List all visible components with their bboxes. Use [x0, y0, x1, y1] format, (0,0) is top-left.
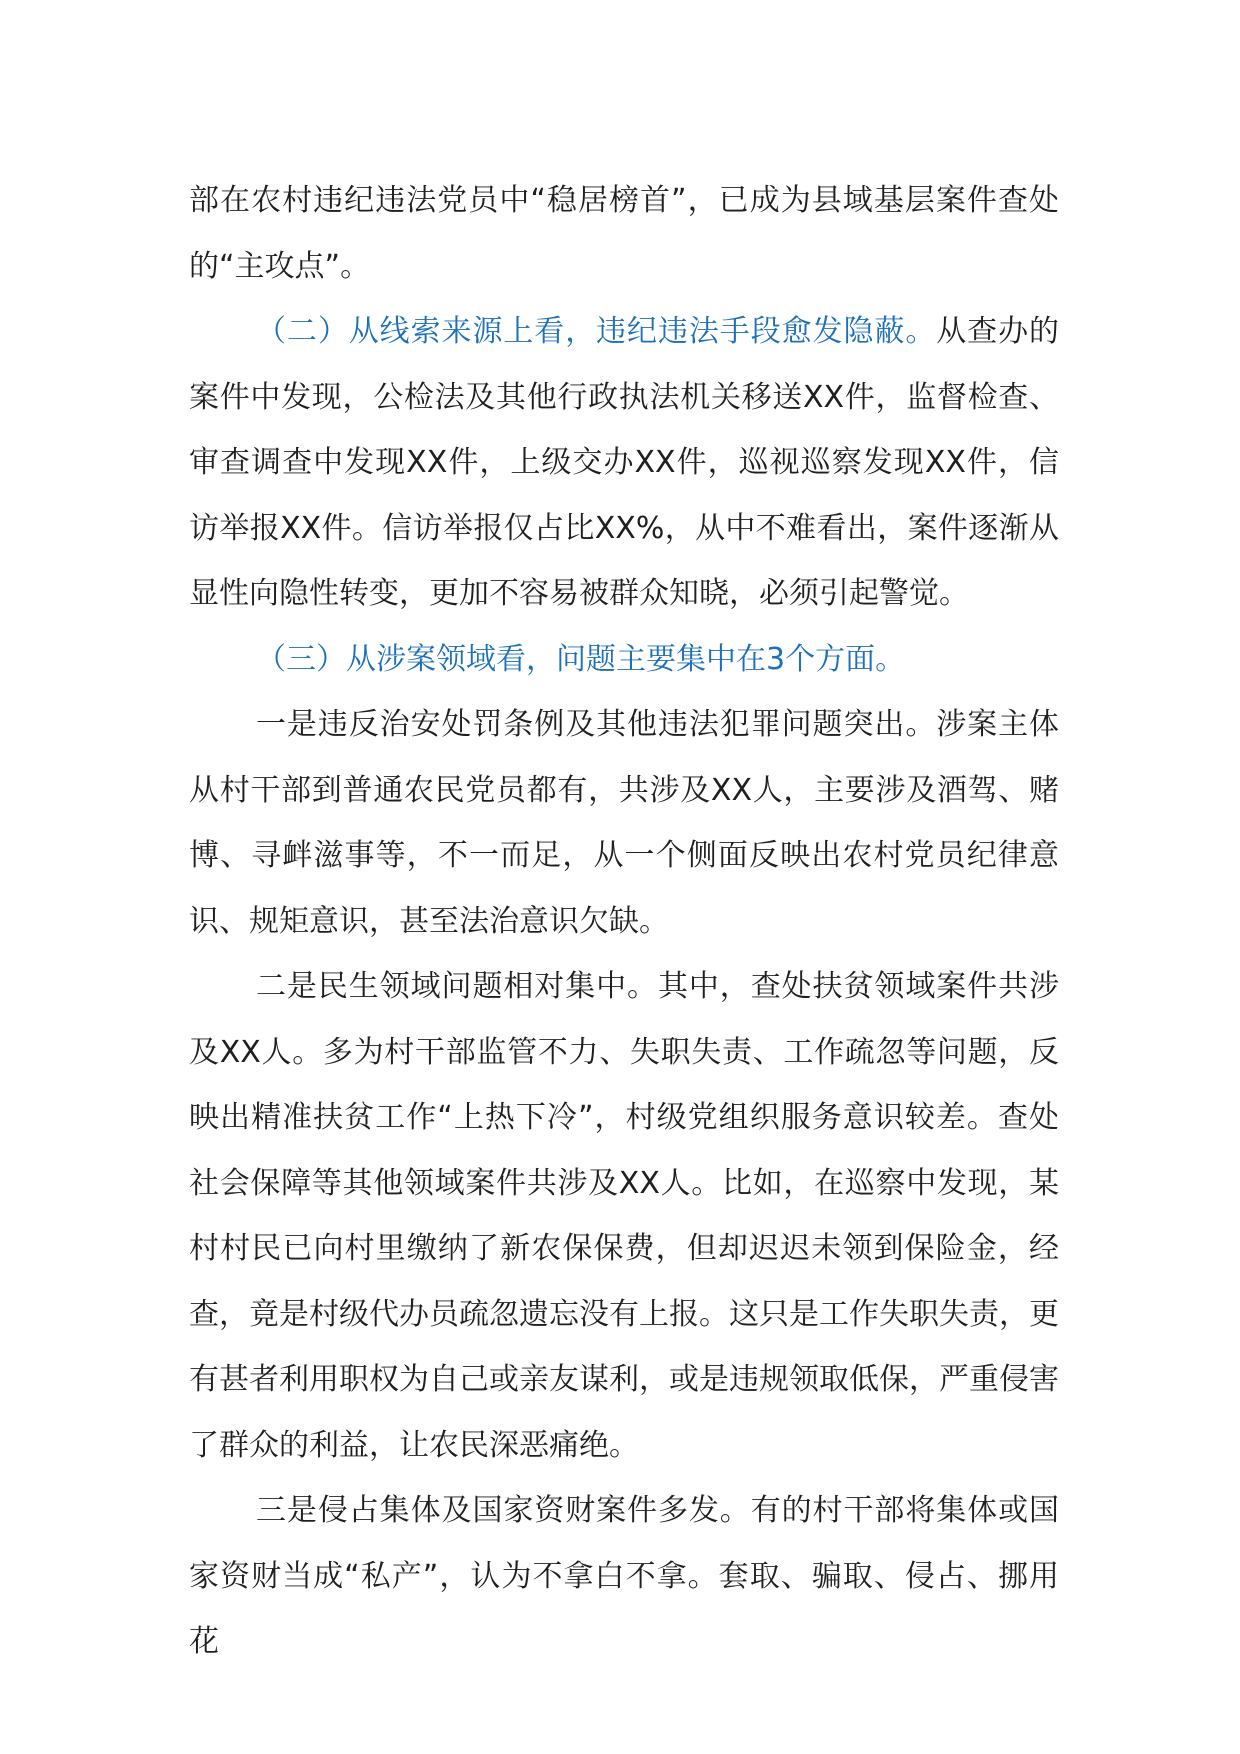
- section-heading-2: （二）从线索来源上看，违纪违法手段愈发隐蔽。: [256, 314, 937, 349]
- paragraph-public-security: 一是违反治安处罚条例及其他违法犯罪问题突出。涉案主体从村干部到普通农民党员都有，共涉及XX人，主要涉及酒驾、赌博、寻衅滋事等，不一而足，从一个侧面反映出农村党员纪律意识、规矩意识，甚至法治意识欠缺。: [189, 707, 1059, 939]
- section-heading-3: （三）从涉案领域看，问题主要集中在3个方面。: [256, 641, 906, 677]
- paragraph-asset-embezzlement: 三是侵占集体及国家资财案件多发。有的村干部将集体或国家资财当成“私产”，认为不拿白不拿。套取、骗取、侵占、挪用花: [189, 1493, 1059, 1659]
- paragraph-continuation: 部在农村违纪违法党员中“稳居榜首”，已成为县域基层案件查处的“主攻点”。: [189, 183, 1059, 284]
- paragraph-clue-source: [189, 299, 1059, 627]
- paragraph-clue-source-body: 从查办的案件中发现，公检法及其他行政执法机关移送XX件，监督检查、审查调查中发现XX件，上级交办XX件，巡视巡察发现XX件，信访举报XX件。信访举报仅占比XX%，从中不难看出，案件逐渐从显性向隐性转变，更加不容易被群众知晓，必须引起警觉。: [189, 314, 1060, 611]
- document-page: [189, 168, 1059, 1675]
- paragraph-livelihood: 二是民生领域问题相对集中。其中，查处扶贫领域案件共涉及XX人。多为村干部监管不力、失职失责、工作疏忽等问题，反映出精准扶贫工作“上热下冷”，村级党组织服务意识较差。查处社会保障等其他领域案件共涉及XX人。比如，在巡察中发现，某村村民已向村里缴纳了新农保保费，但却迟迟未领到保险金，经查，竟是村级代办员疏忽遗忘没有上报。这只是工作失职失责，更有甚者利用职权为自己或亲友谋利，或是违规领取低保，严重侵害了群众的利益，让农民深恶痛绝。: [189, 969, 1059, 1463]
